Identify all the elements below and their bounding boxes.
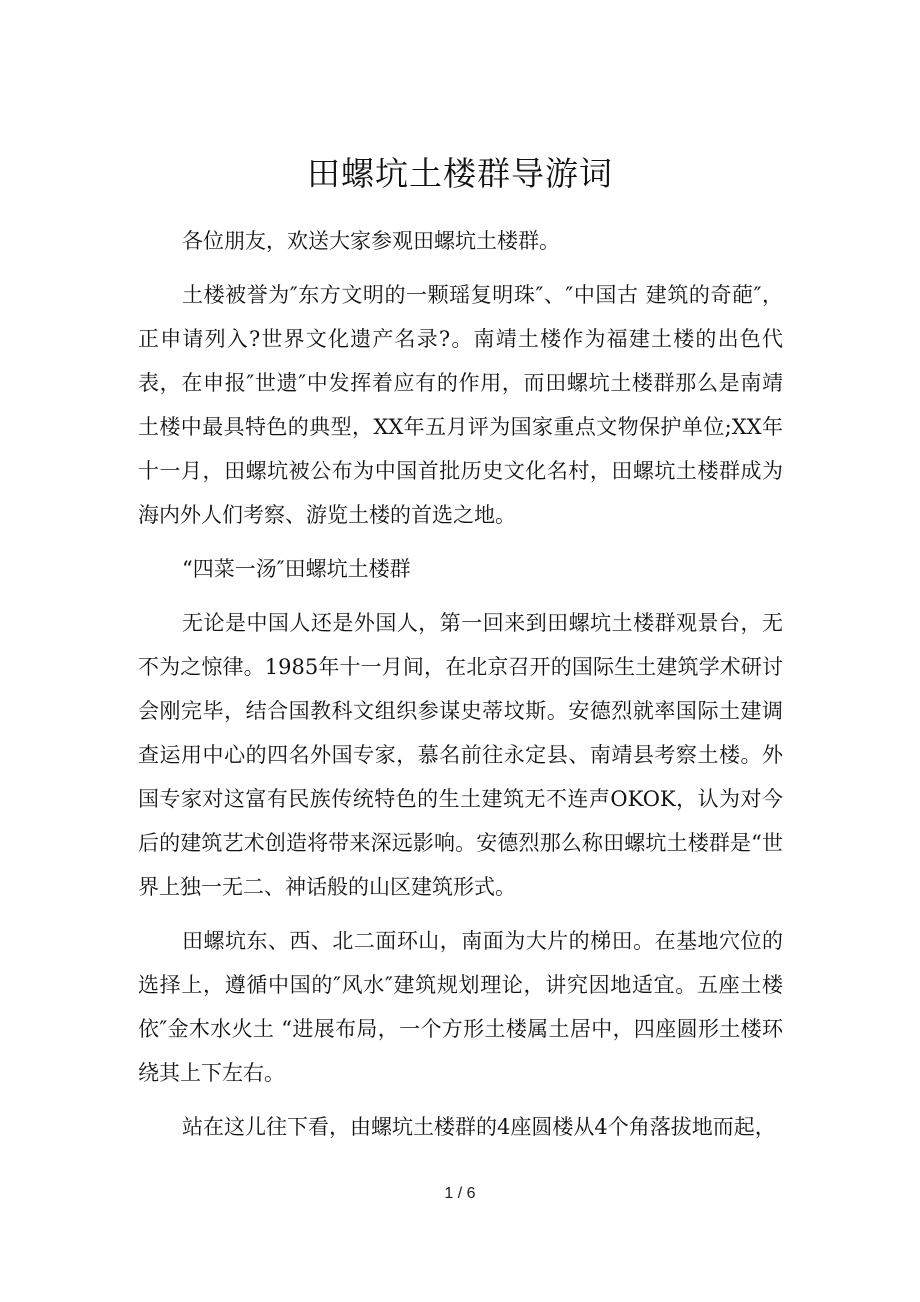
paragraph-layout: 田螺坑东、西、北二面环山，南面为大片的梯田。在基地穴位的选择上，遵循中国的″风水″建筑规划理论，讲究因地适宜。五座土楼依″金木水火土 “进展布局，一个方形土楼属土居中，四座圆形土楼环绕其上下左右。 (138, 929, 783, 1085)
document-body (138, 219, 783, 1159)
section-heading: “四菜一汤″田螺坑土楼群 (182, 557, 411, 581)
paragraph-introduction: 土楼被誉为″东方文明的一颗瑶复明珠″、″中国古 建筑的奇葩″，正申请列入?世界文化遗产名录?。南靖土楼作为福建土楼的出色代表，在申报″世遗″中发挥着应有的作用，而田螺坑土楼群那么是南靖土楼中最具特色的典型，XX年五月评为国家重点文物保护单位;XX年十一月，田螺坑被公布为中国首批历史文化名村，田螺坑土楼群成为海内外人们考察、游览土楼的首选之地。 (138, 283, 783, 527)
paragraph-greeting: 各位朋友，欢送大家参观田螺坑土楼群。 (182, 229, 560, 253)
page-number: 1 / 6 (444, 1185, 476, 1202)
paragraph-view: 站在这儿往下看，由螺坑土楼群的4座圆楼从4个角落拔地而起， (182, 1115, 776, 1139)
paragraph-history: 无论是中国人还是外国人，第一回来到田螺坑土楼群观景台，无不为之惊律。1985年十一月间，在北京召开的国际生土建筑学术研讨会刚完毕，结合国教科文组织参谋史蒂坟斯。安德烈就率国际土建调查运用中心的四名外国专家，慕名前往永定县、南靖县考察土楼。外国专家对这富有民族传统特色的生土建筑无不连声OKOK，认为对今后的建筑艺术创造将带来深远影响。安德烈那么称田螺坑土楼群是“世界上独一无二、神话般的山区建筑形式。 (138, 611, 783, 899)
document-title: 田螺坑土楼群导游词 (307, 154, 613, 193)
